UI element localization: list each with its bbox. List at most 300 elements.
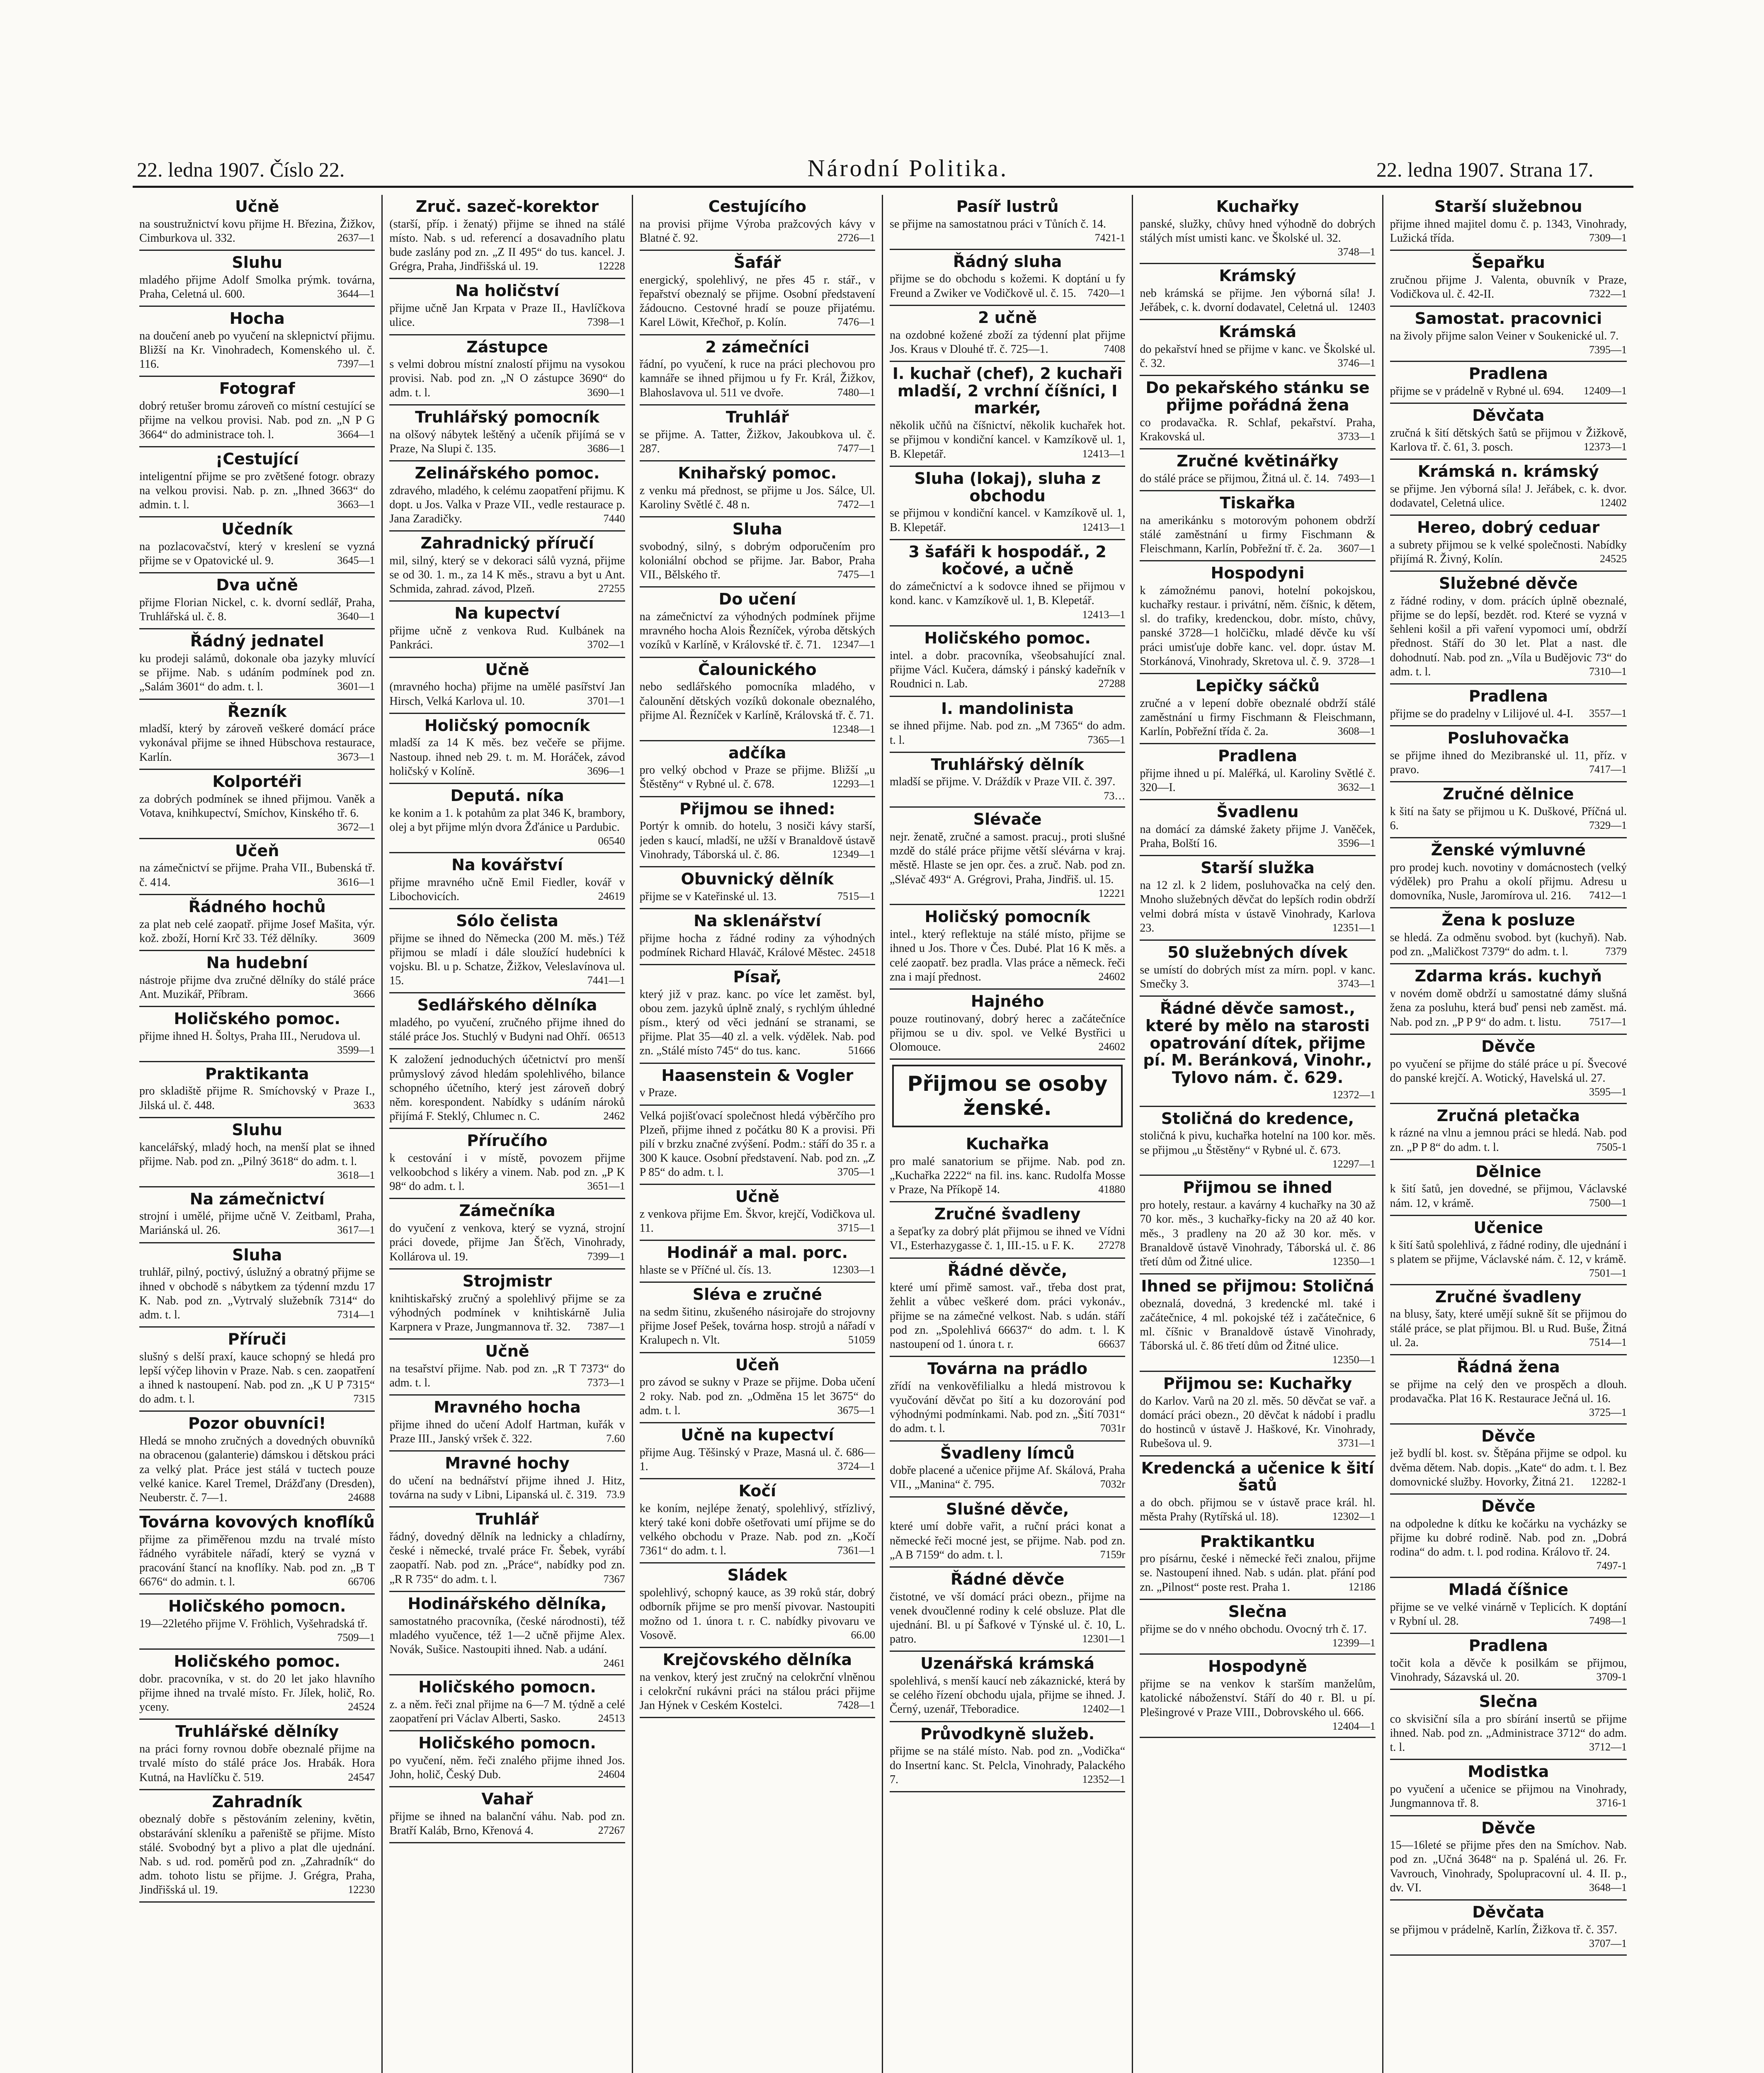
ad-body-text: na pozlacovačství, který v kreslení se vyzná přijme se v Opatovické ul. 9. xyxy=(139,540,375,567)
ad-text xyxy=(1390,594,1627,679)
ad-heading: Na sklenářství xyxy=(694,911,821,930)
ad-heading: Uzenářská krámská xyxy=(920,1654,1095,1673)
ad-reference-code: 2462 xyxy=(603,1110,625,1122)
classified-ad xyxy=(389,1592,625,1675)
ad-body-text: na živoly přijme salon Veiner v Soukenické ul. 7. xyxy=(1390,330,1619,343)
ad-body-text: truhlář, pilný, poctivý, úslužný a obratný přijme se ihned v obchodě s nábytkem za týdenní mzdu 17 K. Nab. pod zn. „Vytrvalý služebník 7314“ do adm. t. l. xyxy=(139,1266,375,1321)
classified-ad xyxy=(890,467,1125,540)
ad-heading: Švadleny límců xyxy=(940,1444,1075,1462)
ad-text xyxy=(389,1530,625,1587)
ad-body-text: točit kola a děvče k posilkám se přijmou, Vinohrady, Sázavská ul. 20. xyxy=(1390,1656,1627,1684)
classified-ad xyxy=(389,1452,625,1507)
ad-reference-code: 3633 xyxy=(353,1099,375,1111)
ad-body-text: přijme se na venkov k starším manželům, katolické náboženství. Stáří do 40 r. Bl. u pí. Plešingrové v Praze VIII., Dobrovského ul. 666. xyxy=(1140,1677,1376,1719)
classified-ad xyxy=(389,1787,625,1843)
ad-body-text: přijme ihned majitel domu č. p. 1343, Vinohrady, Lužická třída. xyxy=(1390,217,1627,245)
classified-ad xyxy=(1390,362,1627,404)
ad-reference-code: 7500—1 xyxy=(1589,1197,1627,1209)
ad-reference-code: 7514—1 xyxy=(1589,1336,1627,1348)
ad-heading: Příruči xyxy=(228,1330,286,1349)
classified-ad xyxy=(890,1722,1125,1792)
ad-body-text: na doučení aneb po vyučení na sklepnictví přijmu. Bližší na Kr. Vinohradech, Komenského ul. č. 116. xyxy=(139,330,375,371)
classified-ad xyxy=(640,909,875,965)
ad-heading: Řádné děvče samost., které by mělo na starosti opatrování dítek, přijme pí. M. Beránková, Vinohr., Tylovo nám. č. 629. xyxy=(1143,999,1372,1087)
ad-heading: Zahradník xyxy=(212,1792,302,1811)
ad-body-text: přijme ihned H. Šoltys, Praha III., Nerudova ul. xyxy=(139,1029,361,1043)
ad-reference-code: 7367 xyxy=(603,1573,625,1585)
ad-reference-code: 7322—1 xyxy=(1589,288,1627,300)
ad-heading: Sedlářského dělníka xyxy=(417,996,597,1015)
ad-body-text: (starší, příp. i ženatý) přijme se ihned na stálé místo. Nab. s ud. referencí a dosavadního platu bude zaslány pod zn. „Z II 495“ do tus. kancel. J. Grégra, Praha, Jindřišská ul. 19. xyxy=(389,217,625,273)
ad-heading: Přijmou se ihned xyxy=(1183,1178,1332,1197)
ad-heading: Na hudební xyxy=(206,953,308,972)
ad-text xyxy=(1390,482,1627,510)
ad-text xyxy=(1140,823,1375,851)
ad-text xyxy=(1140,1297,1376,1366)
ad-reference-code: 3731—1 xyxy=(1337,1437,1376,1449)
ad-reference-code: 3645—1 xyxy=(337,554,375,566)
classified-ad xyxy=(1390,838,1627,908)
classified-ad xyxy=(890,195,1125,250)
ad-body-text: které umí dobře vařit, a ruční práci konat a německé řeči mocné jest, se přijme. Nab. pod zn. „A B 7159“ do adm. t. l. xyxy=(889,1520,1126,1561)
ad-body-text: obeznalá, dovedná, 3 kredencké ml. také i začátečnice, 4 ml. pokojské též i začátečnice, 6 ml. číšnic v Branaldově ústavě Vinohrady, Táborská ul. č. 86 třetí dům od Žitné ulice. xyxy=(1140,1297,1376,1353)
classified-ad xyxy=(1390,1425,1627,1495)
ad-text xyxy=(1390,1600,1627,1629)
ad-body-text: po vyučení, něm. řeči znalého přijme ihned Jos. John, holič, Český Dub. xyxy=(389,1754,625,1781)
ad-reference-code: 7315 xyxy=(353,1393,375,1405)
ad-reference-code: 12402—1 xyxy=(1082,1703,1126,1715)
ad-reference-code: 12186 xyxy=(1348,1580,1376,1593)
ad-reference-code: 3712—1 xyxy=(1589,1741,1627,1753)
ad-reference-code: 3675—1 xyxy=(837,1404,875,1416)
ad-reference-code: 12230 xyxy=(348,1884,375,1896)
ad-reference-code: 24688 xyxy=(348,1491,375,1503)
ad-text xyxy=(139,273,375,301)
ad-body-text: neb krámská se přijme. Jen výborná síla! J. Jeřábek, c. k. dvorní dodavatel, Celetná ul. xyxy=(1140,286,1376,314)
ad-text xyxy=(890,506,1125,534)
classified-ad xyxy=(1390,964,1627,1034)
ad-body-text: pro závod se sukny v Praze se přijme. Doba učení 2 roky. Nab. pod zn. „Odměna 15 let 3675“ do adm. t. l. xyxy=(639,1376,875,1417)
ad-heading: 50 služebných dívek xyxy=(1167,943,1348,961)
ad-reference-code: 3686—1 xyxy=(587,442,625,454)
ad-body-text: se přijmou v kondiční kancel. v Kamzíkově ul. 1, B. Klepetář. xyxy=(889,507,1126,534)
ad-body-text: z venkova přijme Em. Škvor, krejčí, Vodičkova ul. 11. xyxy=(639,1208,875,1235)
ad-heading: Zručná pletačka xyxy=(1436,1106,1580,1125)
ad-heading: Kredencká a učenice k šití šatů xyxy=(1141,1459,1374,1495)
ad-reference-code: 12282-1 xyxy=(1591,1475,1627,1488)
ad-reference-code: 3748—1 xyxy=(1337,246,1376,258)
ad-reference-code: 3640—1 xyxy=(337,610,375,623)
ad-text xyxy=(1140,963,1375,991)
ad-heading: Řádný sluha xyxy=(953,252,1062,271)
ad-heading: Holičského pomocn. xyxy=(418,1677,596,1696)
ad-heading: Dva učně xyxy=(216,576,298,595)
ad-heading: Pradlena xyxy=(1468,687,1548,705)
ad-heading: Na zámečnictví xyxy=(189,1189,325,1208)
ad-heading: Cestujícího xyxy=(708,197,806,216)
ad-text xyxy=(139,918,375,946)
classified-ad xyxy=(139,1187,375,1243)
classified-ad xyxy=(389,335,625,405)
ad-text xyxy=(889,775,1126,802)
classified-ad xyxy=(1390,1578,1627,1634)
classified-ad xyxy=(890,808,1125,905)
ad-column xyxy=(133,195,383,2073)
ad-body-text: na zámečnictví za výhodných podmínek přijme mravného hocha Alois Řezníček, výroba dětských vozíků v Karlíně, v Královské tř. č. 71. xyxy=(639,610,875,652)
ad-reference-code: 41880 xyxy=(1098,1183,1126,1196)
ad-text xyxy=(389,1614,625,1669)
ad-text xyxy=(139,217,375,245)
ad-reference-code: 3709-1 xyxy=(1596,1671,1627,1683)
ad-text xyxy=(1140,1496,1375,1524)
ad-text xyxy=(640,763,875,791)
ad-reference-code: 66637 xyxy=(1098,1337,1126,1350)
ad-heading: Řádného hochů xyxy=(188,897,326,916)
ad-body-text: které umí přimě samost. vař., třeba dost prat, žehlit a vůbec veškeré dom. práci vykonáv., přijme se na zámečné velkost. Nab. s udán. stáří pod zn. „Spolehlivá 66637“ do adm. t. l. K nastoupení od 1. února t. r. xyxy=(889,1281,1126,1351)
ad-reference-code: 12413—1 xyxy=(1082,608,1126,621)
ad-heading: Průvodkyně služeb. xyxy=(920,1724,1095,1743)
ad-heading: Truhlář xyxy=(476,1510,539,1529)
ad-heading: Továrna na prádlo xyxy=(927,1359,1088,1378)
ad-text xyxy=(640,428,875,456)
ad-heading: Žena k posluze xyxy=(1441,911,1575,930)
ad-heading: ¡Cestující xyxy=(215,449,299,468)
ad-heading: Děvče xyxy=(1481,1497,1536,1515)
classified-ad xyxy=(1390,1760,1627,1816)
ad-body-text: přijme se na stálé místo. Nab. pod zn. „Vodička“ do Insertní kanc. St. Pelcla, Vinohrady, Palackého 7. xyxy=(889,1745,1126,1786)
ad-heading: Řádný jednatel xyxy=(190,632,324,651)
ad-reference-code: 66.00 xyxy=(851,1629,875,1641)
classified-ad xyxy=(389,602,625,658)
ad-body-text: na práci forny rovnou dobře obeznalé přijme na trvalé místo do stálé práce Jos. Hrabák. Hora Kutná, na Havlíčku č. 519. xyxy=(139,1743,375,1784)
ad-body-text: a šepaťky za dobrý plát přijmou se ihned ve Vídni VI., Esterhazygasse č. 1, III.-15. u F. K. xyxy=(889,1225,1126,1253)
ad-body-text: přijme se do pradelny v Lilijové ul. 4-I. xyxy=(1390,707,1574,720)
ad-body-text: pro prodej kuch. novotiny v domácnostech (velký výdělek) pro Prahu a okolí přijmu. Adresu u domovníka, Nusle, Jaromírova ul. 216. xyxy=(1390,861,1627,903)
classified-ad xyxy=(1140,1372,1375,1456)
ad-body-text: se přijmou v prádelně, Karlín, Žižkova tř. č. 357. xyxy=(1390,1923,1617,1936)
ad-heading: Zdarma krás. kuchyň xyxy=(1415,967,1602,986)
classified-ad xyxy=(890,1498,1125,1568)
classified-ad xyxy=(139,377,375,447)
classified-ad xyxy=(139,839,375,895)
ad-heading: Řádné děvče xyxy=(951,1570,1065,1588)
ad-text xyxy=(139,1029,375,1056)
ad-text xyxy=(139,329,375,371)
classified-ad xyxy=(389,1396,625,1452)
ad-reference-code: 7373—1 xyxy=(587,1376,625,1388)
ad-text xyxy=(389,1053,625,1124)
classified-ad xyxy=(890,1132,1125,1202)
classified-ad xyxy=(389,1049,625,1129)
ad-body-text: řádný, dovedný dělník na lednicky a chladírny, české i německé, trvalé práce Fr. Šebek, vyrábí zaopatří. Nab. pod zn. „Práce“, nabídky pod zn. „R R 735“ do adm. t. l. xyxy=(389,1530,625,1586)
ad-body-text: za dobrých podmínek se ihned přijmou. Vaněk a Votava, knihkupectví, Smíchov, Kinského tř. 6. xyxy=(139,792,375,820)
ad-body-text: dobře placené a učenice přijme Af. Skálová, Praha VII., „Manina“ č. 795. xyxy=(889,1464,1126,1491)
ad-reference-code: 3707—1 xyxy=(1589,1937,1627,1949)
classified-ad xyxy=(640,335,875,405)
ad-heading: Slečna xyxy=(1228,1602,1287,1621)
ad-heading: Holičského pomoc. xyxy=(174,1009,340,1028)
ad-reference-code: 24518 xyxy=(848,946,875,958)
classified-ad xyxy=(1140,941,1375,997)
ad-text xyxy=(1140,286,1375,315)
ad-column xyxy=(383,195,633,2073)
classified-ad xyxy=(139,1790,375,1903)
ad-text xyxy=(389,1362,625,1390)
classified-ad xyxy=(139,700,375,770)
ad-text xyxy=(1140,472,1375,486)
ad-body-text: se přijme na samostatnou práci v Tůních č. 14. xyxy=(889,217,1106,231)
ad-text xyxy=(890,1590,1125,1647)
ad-heading: Na holičství xyxy=(455,282,559,300)
ad-reference-code: 12221 xyxy=(1098,887,1126,899)
ad-text xyxy=(139,1812,375,1897)
ad-heading: Písař, xyxy=(733,967,782,986)
classified-ad xyxy=(640,1241,875,1283)
ad-heading: Knihařský pomoc. xyxy=(678,464,837,482)
ad-text xyxy=(139,1084,375,1112)
classified-ad xyxy=(1390,1495,1627,1578)
ad-heading: Truhlář xyxy=(725,408,789,426)
ad-text xyxy=(139,722,375,764)
classified-ad xyxy=(139,1720,375,1790)
ad-body-text: obeznalý dobře s pěstováním zeleniny, květin, obstarávání skleníku a pařeniště se přijme. Místo stálé. Svobodný byt a plivo a plat dle ujednání. Nab. s ud. rod. poměrů pod zn. „Zahradník“ do adm. tohoto listu se přijme. J. Grégra, Praha, Jindřišská ul. 19. xyxy=(139,1813,375,1897)
ad-heading: Holičský pomocník xyxy=(924,908,1090,926)
ad-text xyxy=(889,830,1126,899)
ad-heading: Zahradnický příručí xyxy=(420,534,594,553)
ad-reference-code: 51666 xyxy=(848,1044,875,1057)
ad-text xyxy=(1390,1057,1627,1098)
ad-heading: Strojmistr xyxy=(462,1272,552,1290)
ad-text xyxy=(139,1209,375,1238)
ad-heading: Starší služebnou xyxy=(1434,197,1582,216)
ad-reference-code: 7032r xyxy=(1100,1478,1126,1490)
ad-reference-code: 3701—1 xyxy=(587,694,625,707)
ad-body-text: do učení na bednářství přijme ihned J. Hitz, továrna na sudy v Libni, Lipanská ul. č. 319. xyxy=(389,1474,625,1502)
ad-heading: Slečna xyxy=(1479,1692,1538,1711)
classified-ad xyxy=(389,1270,625,1340)
ad-text xyxy=(640,1263,875,1277)
ad-reference-code: 24602 xyxy=(1098,1041,1126,1053)
ad-heading: Učedník xyxy=(221,520,293,539)
classified-ad xyxy=(139,1062,375,1118)
ad-heading: Učeň xyxy=(235,841,279,860)
classified-ad xyxy=(1390,1216,1627,1285)
ad-body-text: a subrety přijmou se k velké společnosti. Nabídky přijímá R. Živný, Kolín. xyxy=(1390,538,1627,566)
classified-ad xyxy=(389,1507,625,1592)
ad-text xyxy=(1140,514,1375,556)
ad-text xyxy=(889,580,1126,621)
ad-heading: Švadlenu xyxy=(1216,803,1299,821)
ad-heading: Holičského pomocn. xyxy=(418,1733,596,1752)
ad-body-text: k šití šatů spolehlivá, z řádné rodiny, dle ujednání i s platem se přijme, Václavské nám. č. 12, v krámě. xyxy=(1390,1238,1627,1266)
classified-ad xyxy=(389,784,625,853)
classified-ad xyxy=(890,1442,1125,1498)
classified-ad xyxy=(640,251,875,335)
ad-body-text: co prodavačka. R. Schlaf, pekařství. Praha, Krakovská ul. xyxy=(1140,416,1376,443)
ad-text xyxy=(389,1418,625,1446)
ad-text xyxy=(640,540,875,582)
classified-ad xyxy=(890,250,1125,306)
ad-reference-code: 12404—1 xyxy=(1332,1720,1376,1732)
classified-ad xyxy=(139,1650,375,1720)
ad-reference-code: 3666 xyxy=(353,988,375,1000)
classified-ad xyxy=(1390,726,1627,782)
ad-reference-code: 12302—1 xyxy=(1332,1510,1376,1523)
ad-text xyxy=(1140,1622,1376,1649)
classified-ad xyxy=(1140,1274,1375,1372)
ad-body-text: mladší se přijme. V. Dráždík v Praze VII. č. 397. xyxy=(889,775,1116,789)
classified-ad xyxy=(1390,1634,1627,1690)
ad-text xyxy=(139,1672,375,1714)
ad-column xyxy=(633,195,883,2073)
ad-text xyxy=(890,328,1125,357)
ad-reference-code: 12399—1 xyxy=(1332,1636,1376,1649)
ad-body-text: na 12 zl. k 2 lidem, posluhovačka na celý den. Mnoho služebných děvčat do lepších rodin obdrží velmi dobrá místa v ústavě Vinohrady, Karlova 23. xyxy=(1140,879,1376,935)
classified-ad xyxy=(640,867,875,909)
ad-reference-code: 3651—1 xyxy=(587,1180,625,1192)
classified-ad xyxy=(389,993,625,1049)
ad-body-text: spolehlivá, s menší kaucí neb zákaznické, která by se celého řízení obchodu ujala, přijme se ihned. J. Černý, uzenář, Třeboradice. xyxy=(889,1675,1126,1716)
ad-heading: Příručího xyxy=(467,1131,548,1150)
ad-heading: Zručné dělnice xyxy=(1443,784,1574,803)
ad-heading: Šepařku xyxy=(1471,253,1545,272)
ad-heading: adčíka xyxy=(728,743,786,762)
ad-body-text: přijme Florian Nickel, c. k. dvorní sedlář, Praha, Truhlářská ul. č. 8. xyxy=(139,596,375,624)
ad-reference-code: 12402 xyxy=(1599,496,1627,509)
ad-reference-code: 7310—1 xyxy=(1589,665,1627,677)
ad-text xyxy=(389,1016,625,1044)
ad-body-text: přijme hocha z řádné rodiny za výhodných podmínek Richard Hlaváč, Králové Městec. xyxy=(639,932,875,959)
ad-text xyxy=(1390,1517,1627,1572)
ad-reference-code: 7387—1 xyxy=(587,1320,625,1333)
ad-text xyxy=(639,680,875,735)
ad-text xyxy=(1390,538,1627,566)
ad-text xyxy=(1390,1838,1627,1895)
ad-reference-code: 7361—1 xyxy=(837,1544,875,1557)
ad-text xyxy=(640,1670,875,1713)
classified-ad xyxy=(1140,561,1375,674)
ad-reference-code: 3644—1 xyxy=(337,288,375,300)
ad-text xyxy=(389,554,625,596)
ad-body-text: pro malé sanatorium se přijme. Nab. pod zn. „Kuchařka 2222“ na fil. ins. kanc. Rudolfa Mosse v Praze, Na Příkopě 14. xyxy=(889,1155,1126,1197)
classified-ad xyxy=(1390,685,1627,726)
ad-heading: Děvče xyxy=(1481,1427,1536,1445)
ad-reference-code: 3716-1 xyxy=(1596,1797,1627,1809)
ad-reference-code: 7421-1 xyxy=(1094,231,1126,244)
ad-heading: Učně na kupectví xyxy=(681,1425,834,1444)
ad-body-text: mladého přijme Adolf Smolka prýmk. továrna, Praha, Celetná ul. 600. xyxy=(139,273,375,301)
ad-body-text: na domácí za dámské žakety přijme J. Vaněček, Praha, Bolští 16. xyxy=(1140,823,1376,850)
ad-body-text: přijme mravného učně Emil Fiedler, kovář v Libochovicích. xyxy=(389,876,625,903)
ad-text xyxy=(640,1207,875,1236)
classified-ad xyxy=(1140,449,1375,491)
ad-body-text: přijme za přiměřenou mzdu na trvalé místo řádného vyrábitele nářadí, který se vyzná v pracování štancí na knoflíky. Nab. pod zn. „B T 6676“ do admin. t. l. xyxy=(139,1533,375,1589)
ad-reference-code: 7441—1 xyxy=(587,974,625,987)
ad-text xyxy=(389,876,625,904)
classified-ad xyxy=(1390,1355,1627,1425)
ad-heading: Hocha xyxy=(229,309,285,328)
ad-heading: Pradlena xyxy=(1468,364,1548,383)
ad-body-text: se hledá. Za odměnu svobod. byt (kuchyň). Nab. pod zn. „Maličkost 7379“ do adm. t. l. xyxy=(1390,931,1627,959)
ad-heading: Učenice xyxy=(1473,1218,1543,1237)
classified-ad xyxy=(890,905,1125,989)
ad-heading: Obuvnický dělník xyxy=(681,869,834,888)
ad-heading: Továrna kovových knoflíků xyxy=(139,1513,375,1532)
ad-heading: Hodinářského dělníka, xyxy=(408,1594,607,1613)
classified-ad xyxy=(640,1479,875,1563)
ad-heading: Praktikanta xyxy=(205,1064,309,1083)
ad-text xyxy=(139,1434,375,1505)
ad-heading: Mravné hochy xyxy=(445,1454,570,1473)
ad-text xyxy=(389,932,625,988)
classified-ad xyxy=(640,1283,875,1353)
ad-text xyxy=(890,1674,1125,1716)
ad-heading: Učně xyxy=(235,197,279,216)
ad-text xyxy=(640,1375,875,1418)
ad-text xyxy=(139,540,375,568)
ad-heading: Učeň xyxy=(735,1355,779,1374)
ad-reference-code: 06540 xyxy=(598,835,625,847)
ad-text xyxy=(1140,1552,1375,1594)
ad-text xyxy=(139,399,375,442)
ad-body-text: s velmi dobrou místní znalostí přijmu na vysokou provisi. Nab. pod zn. „N O zástupce 3690“ do adm. t. l. xyxy=(389,358,625,399)
ad-heading: Holičského pomoc. xyxy=(924,629,1091,648)
ad-text xyxy=(640,1502,875,1558)
ad-column xyxy=(1383,195,1633,2073)
classified-ad xyxy=(1390,1285,1627,1355)
classified-ad xyxy=(1390,572,1627,685)
ad-text xyxy=(389,736,625,778)
ad-heading: I. kuchař (chef), 2 kuchaři mladší, 2 vrchní číšníci, I markér, xyxy=(892,364,1123,418)
ad-heading: Kočí xyxy=(738,1481,776,1500)
classified-ad xyxy=(640,1353,875,1423)
classified-ad xyxy=(1140,376,1375,449)
ad-reference-code: 12293—1 xyxy=(832,778,875,790)
classified-ad xyxy=(1140,320,1375,376)
classified-ad xyxy=(1390,782,1627,838)
ad-text xyxy=(389,1151,625,1194)
ad-reference-code: 7498—1 xyxy=(1589,1614,1627,1627)
ad-reference-code: 7509—1 xyxy=(337,1631,375,1644)
classified-ad xyxy=(1390,1901,1627,1956)
ad-reference-code: 24513 xyxy=(598,1712,625,1724)
classified-ad xyxy=(389,279,625,335)
ad-heading: Hospodyně xyxy=(1208,1657,1307,1676)
classified-ad xyxy=(890,990,1125,1060)
ad-reference-code: 12347—1 xyxy=(832,638,875,651)
ad-body-text: se přijme ihned do Mezibranské ul. 11, příz. v pravo. xyxy=(1390,749,1627,776)
ad-reference-code: 7417—1 xyxy=(1589,763,1627,775)
ad-body-text: pro hotely, restaur. a kavárny 4 kuchařky na 30 až 70 kor. měs., 3 kuchařky-ficky na 20 až 40 kor. měs., 3 pradleny na 20 až 30 kor. měs. v Branaldově ústavě Vinohrady, Táborská ul. č. 86 třetí dům od Žitné ulice. xyxy=(1140,1199,1376,1268)
ad-body-text: zdravého, mladého, k celému zaopatření přijmu. K dopt. u Jos. Valka v Praze VII., vedle restaurace p. Jana Zaradičky. xyxy=(389,484,625,526)
ad-reference-code: 73… xyxy=(1104,789,1126,802)
ad-heading: Hodinář a mal. porc. xyxy=(667,1243,848,1262)
ad-body-text: přijme ihned do učení Adolf Hartman, kuřák v Praze III., Janský vršek č. 322. xyxy=(389,1418,625,1446)
classified-ad xyxy=(139,770,375,839)
ad-body-text: na tesařství přijme. Nab. pod zn. „R T 7373“ do adm. t. l. xyxy=(389,1362,625,1389)
ad-body-text: přijme učně z venkova Rud. Kulbánek na Pankráci. xyxy=(389,624,625,652)
ad-text xyxy=(139,596,375,624)
classified-ad xyxy=(890,1652,1125,1722)
ad-body-text: do zámečnictví a k sodovce ihned se přijmou v kond. kanc. v Kamzíkově ul. 1, B. Klepetář. xyxy=(889,580,1126,607)
classified-ad xyxy=(1390,404,1627,460)
ad-body-text: svobodný, silný, s dobrým odporučením pro koloniální obchod se přijme. Jar. Babor, Praha VII., Bělského tř. xyxy=(639,540,875,582)
ad-body-text: přijme se do obchodu s kožemi. K doptání u fy Freund a Zwiker ve Vodičkově ul. č. 15. xyxy=(889,272,1126,300)
ad-reference-code: 7399—1 xyxy=(587,1250,625,1262)
classified-ad xyxy=(389,1129,625,1199)
classified-ad xyxy=(139,447,375,517)
page-number: 22. ledna 1907. Strana 17. xyxy=(1376,158,1594,181)
